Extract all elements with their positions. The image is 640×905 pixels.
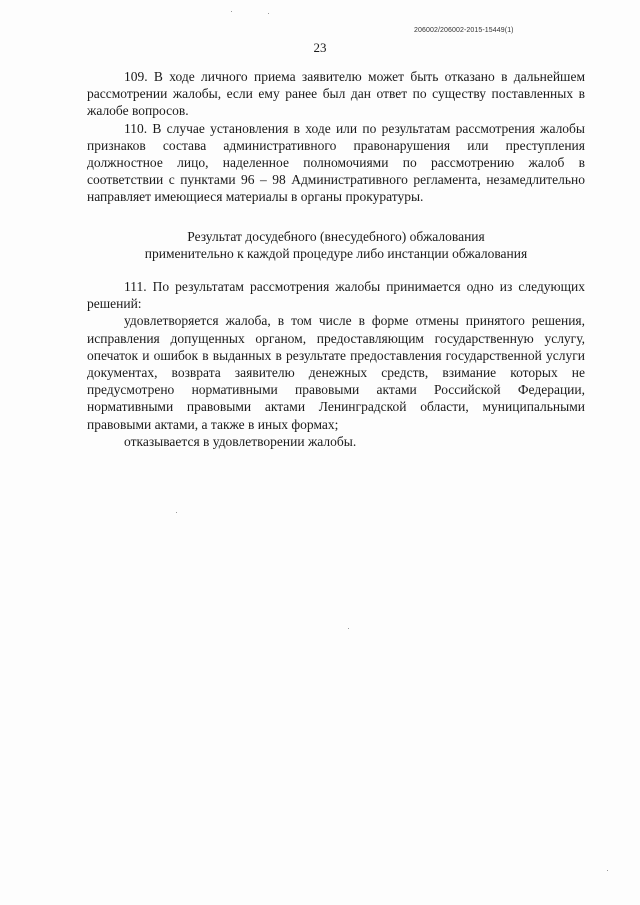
paragraph-110: 110. В случае установления в ходе или по результатам рассмотрения жалобы признаков состава административного правонарушения или преступления должностное лицо, наделенное полномочиями по рассмотрению жалоб в соответствии с пунктами 96 – 98 Административного регламента, незамедлительно направляет имеющиеся материалы в органы прокуратуры.	[87, 120, 585, 205]
scan-speck	[268, 13, 269, 14]
scan-speck	[607, 870, 608, 871]
page-number: 23	[313, 40, 327, 55]
scan-speck	[231, 11, 232, 12]
section-heading-line-1: Результат досудебного (внесудебного) обжалования	[187, 228, 485, 244]
document-body	[87, 68, 585, 450]
section-heading	[87, 228, 585, 262]
paragraph-111: 111. По результатам рассмотрения жалобы принимается одно из следующих решений:	[87, 279, 585, 312]
decision-option-refused: отказывается в удовлетворении жалобы.	[124, 433, 357, 449]
scan-speck	[348, 628, 349, 629]
decision-option-satisfied: удовлетворяется жалоба, в том числе в форме отмены принятого решения, исправления допущенных органом, предоставляющим государственную услугу, опечаток и ошибок в выданных в результате предоставления государственной услуги документах, возврата заявителю денежных средств, взимание которых не предусмотрено нормативными правовыми актами Российской Федерации, нормативными правовыми актами Ленинградской области, муниципальными правовыми актами, а также в иных формах;	[87, 313, 585, 432]
document-id: 206002/206002-2015-15449(1)	[414, 27, 514, 34]
paragraph-109: 109. В ходе личного приема заявителю может быть отказано в дальнейшем рассмотрении жалобы, если ему ранее был дан ответ по существу поставленных в жалобе вопросов.	[87, 69, 585, 119]
section-heading-line-2: применительно к каждой процедуре либо инстанции обжалования	[144, 245, 528, 261]
scan-speck	[176, 512, 177, 513]
